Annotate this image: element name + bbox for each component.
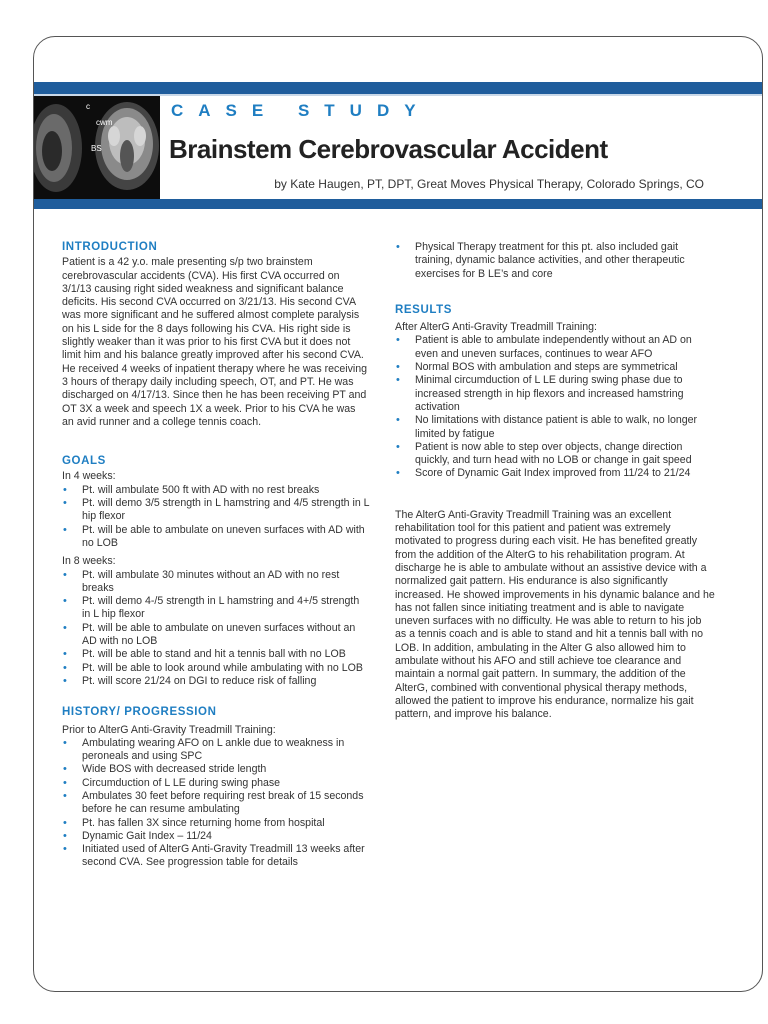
goals-week4-list [62, 484, 370, 550]
header-band-bottom [34, 199, 762, 209]
bullet-icon: • [63, 483, 67, 496]
list-item: • Wide BOS with decreased stride length [63, 763, 267, 776]
bullet-icon: • [396, 467, 400, 480]
list-item: • Pt. will be able to ambulate on uneven surfaces without an AD with no LOB [63, 621, 356, 648]
list-item: • Score of Dynamic Gait Index improved from 11/24 to 21/24 [396, 467, 691, 480]
mri-label-bs: BS [91, 144, 102, 153]
list-item: • Circumduction of L LE during swing phase [63, 776, 281, 789]
page-frame [33, 36, 763, 992]
right-column [395, 241, 715, 722]
list-item: • Pt. will be able to look around while ambulating with no LOB [63, 661, 363, 674]
bullet-icon: • [63, 789, 67, 802]
results-heading: RESULTS [395, 303, 453, 316]
list-item: • Pt. will demo 4-/5 strength in L hamstring and 4+/5 strength in L hip flexor [63, 595, 360, 621]
bullet-icon: • [396, 334, 400, 347]
bullet-icon: • [63, 661, 67, 674]
list-item: • Physical Therapy treatment for this pt. also included gait training, dynamic balance activities, and other therapeutic exercises for B LE’s and core [396, 241, 685, 280]
page-title: Brainstem Cerebrovascular Accident [169, 134, 608, 164]
list-item: • Ambulates 30 feet before requiring rest break of 15 seconds before he can resume ambulating [63, 789, 364, 816]
therapy-treatment-list [395, 241, 715, 281]
bullet-icon: • [396, 440, 400, 453]
history-label: Prior to AlterG Anti-Gravity Treadmill Training: [62, 723, 276, 736]
list-item: • Pt. will demo 3/5 strength in L hamstring and 4/5 strength in L hip flexor [63, 497, 370, 523]
bullet-icon: • [63, 648, 67, 661]
case-study-kicker: CASE STUDY [171, 101, 431, 120]
goals-week8-list [62, 569, 370, 689]
goals-section [62, 455, 370, 688]
left-column [62, 241, 370, 870]
header-band-top [34, 82, 762, 94]
bullet-icon: • [63, 568, 67, 581]
bullet-icon: • [396, 241, 400, 253]
results-label: After AlterG Anti-Gravity Treadmill Training: [395, 321, 597, 334]
list-item: • Pt. will be able to ambulate on uneven surfaces with AD with no LOB [63, 523, 365, 549]
history-heading: HISTORY/ PROGRESSION [62, 706, 217, 719]
list-item: • No limitations with distance patient is able to walk, no longer limited by fatigue [396, 414, 698, 440]
introduction-text: Patient is a 42 y.o. male presenting s/p two brainstem cerebrovascular accidents (CVA). His first CVA occurred on 3/1/13 causing right sided weakness and significant balance deficits. His second CVA occurred on 3/21/13. His second CVA was more significant and he suffered almost complete paralysis on his L side for the 8 days following his CVA. His right side is slightly weaker than it was prior to his first CVA but it does not limit him and his balance greatly improved after his second CVA. He received 4 weeks of inpatient therapy where he was receiving 3 hours of therapy daily including speech, OT, and PT. He was discharged on 4/17/13. Since then he has been receiving PT and OT 3X a week and speech 1X a week. Prior to his CVA he was an avid runner and a college tennis coach. [62, 256, 368, 428]
list-item: • Pt. will score 21/24 on DGI to reduce risk of falling [63, 674, 317, 687]
bullet-icon: • [63, 763, 67, 776]
bullet-icon: • [63, 816, 67, 829]
bullet-icon: • [63, 829, 67, 842]
list-item: • Dynamic Gait Index – 11/24 [63, 829, 212, 842]
list-item: • Patient is able to ambulate independently without an AD on even and uneven surfaces, continues to wear AFO [396, 334, 692, 360]
introduction-heading: INTRODUCTION [62, 241, 158, 253]
bullet-icon: • [63, 674, 67, 687]
goals-week8-label: In 8 weeks: [62, 555, 116, 568]
bullet-icon: • [396, 414, 400, 427]
results-section [395, 304, 715, 722]
goals-heading: GOALS [62, 455, 106, 468]
bullet-icon: • [63, 497, 67, 510]
bullet-icon: • [396, 361, 400, 374]
list-item: • Normal BOS with ambulation and steps are symmetrical [396, 361, 678, 374]
bullet-icon: • [396, 374, 400, 387]
mri-scan-image [34, 96, 160, 199]
mri-label-c: c [86, 102, 90, 111]
introduction-section [62, 241, 370, 429]
bullet-icon: • [63, 736, 67, 749]
results-list [395, 334, 715, 480]
bullet-icon: • [63, 595, 67, 608]
goals-week4-label: In 4 weeks: [62, 470, 116, 483]
bullet-icon: • [63, 621, 67, 634]
mri-label-cwm: cwm [96, 118, 113, 127]
list-item: • Pt. will be able to stand and hit a tennis ball with no LOB [63, 648, 346, 661]
list-item: • Pt. will ambulate 30 minutes without an AD with no rest breaks [63, 568, 340, 594]
bullet-icon: • [63, 523, 67, 536]
history-list [62, 737, 370, 870]
list-item: • Patient is now able to step over objects, change direction quickly, and turn head with no LOB or change in gait speed [396, 440, 692, 467]
results-summary: The AlterG Anti-Gravity Treadmill Training was an excellent rehabilitation tool for this patient and patient was extremely motivated to progress during each visit. He has benefited greatly from the addition of the AlterG to his rehabilitation program. At discharge he is able to ambulate without an assistive device with a normalized gait pattern. His endurance is also significantly increased. He showed improvements in his dynamic balance and he has not fallen since initiating treatment and is able to navigate uneven surfaces with no difficulty. He was able to return to his job as a tennis coach and is able to stand and hit a tennis ball with no LOB. In addition, ambulating in the Alter G also allowed him to ambulate without his AFO and still achieve toe clearance and maintain a normal gait pattern. In summary, the addition of the AlterG, combined with conventional physical therapy methods, allowed the patient to improve his endurance, normalize his gait pattern, and improve his balance. [395, 508, 715, 721]
list-item: • Initiated used of AlterG Anti-Gravity Treadmill 13 weeks after second CVA. See progression table for details [63, 843, 365, 869]
list-item: • Ambulating wearing AFO on L ankle due to weakness in peroneals and using SPC [63, 736, 345, 763]
list-item: • Minimal circumduction of L LE during swing phase due to increased strength in hip flexors and increased hamstring activation [396, 374, 684, 413]
list-item: • Pt. will ambulate 500 ft with AD with no rest breaks [63, 483, 320, 496]
bullet-icon: • [63, 776, 67, 789]
author-byline: by Kate Haugen, PT, DPT, Great Moves Physical Therapy, Colorado Springs, CO [274, 177, 704, 191]
list-item: • Pt. has fallen 3X since returning home from hospital [63, 816, 325, 829]
history-section [62, 706, 370, 870]
bullet-icon: • [63, 843, 67, 856]
